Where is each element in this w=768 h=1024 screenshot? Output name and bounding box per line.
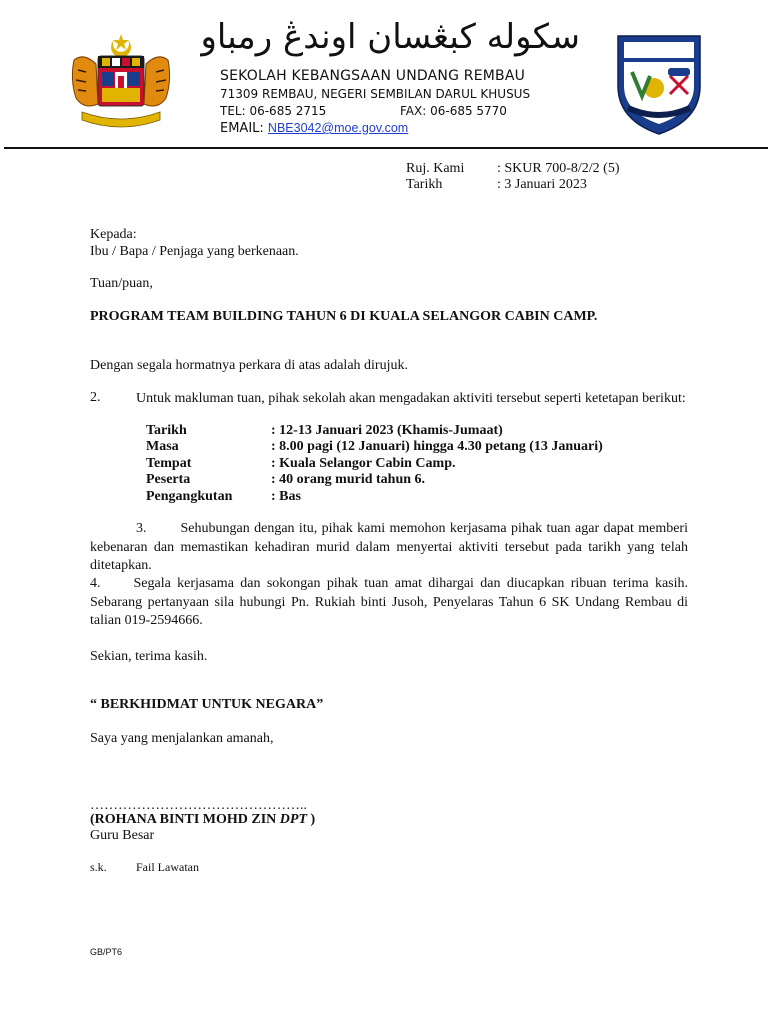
p4-paragraph [90, 575, 688, 631]
detail-label: Masa [146, 439, 179, 454]
signer-close: ) [307, 812, 316, 827]
p3-text: Sehubungan dengan itu, pihak kami memohon kerjasama pihak tuan agar dapat memberi kebenaran dan memastikan kehadiran murid dalam menyertai aktiviti tersebut pada tarikh yang telah ditetapkan. [90, 521, 688, 573]
p3-paragraph [90, 520, 688, 576]
sk-value: Fail Lawatan [136, 860, 199, 874]
p4-text: Segala kerjasama dan sokongan pihak tuan amat dihargai dan diucapkan ribuan terima kasih. Sebarang pertanyaan sila hubungi Pn. Rukiah binti Jusoh, Penyelaras Tahun 6 SK Undang Rembau di talian 019-2594666. [90, 576, 688, 628]
signer-name-text: (ROHANA BINTI MOHD ZIN [90, 812, 280, 827]
signer-role: Guru Besar [90, 828, 155, 843]
recipient: Ibu / Bapa / Penjaga yang berkenaan. [90, 244, 299, 259]
subject: PROGRAM TEAM BUILDING TAHUN 6 DI KUALA SELANGOR CABIN CAMP. [90, 309, 598, 324]
detail-value: : 8.00 pagi (12 Januari) hingga 4.30 petang (13 Januari) [271, 439, 603, 454]
coat-of-arms-icon [62, 30, 180, 130]
motto: “ BERKHIDMAT UNTUK NEGARA” [90, 697, 324, 712]
school-tel: TEL: 06-685 2715 [220, 104, 327, 118]
detail-value: : 12-13 Januari 2023 (Khamis-Jumaat) [271, 423, 503, 438]
footer-code: GB/PT6 [90, 947, 123, 957]
detail-value: : Bas [271, 489, 301, 504]
detail-label: Pengangkutan [146, 489, 233, 504]
closing: Sekian, terima kasih. [90, 649, 208, 664]
school-address: 71309 REMBAU, NEGERI SEMBILAN DARUL KHUSUS [220, 87, 531, 101]
detail-label: Tempat [146, 456, 192, 471]
email-label: EMAIL: [220, 121, 264, 136]
jawi-title-text: سکوله کبڠسان اوندڠ رمباو [200, 17, 580, 57]
intro-paragraph: Dengan segala hormatnya perkara di atas adalah dirujuk. [90, 358, 408, 373]
jawi-school-title [200, 10, 585, 62]
p3-number: 3. [136, 521, 147, 536]
school-name: SEKOLAH KEBANGSAAN UNDANG REMBAU [220, 68, 526, 84]
email-row [220, 121, 408, 136]
amanah: Saya yang menjalankan amanah, [90, 731, 274, 746]
email-link[interactable]: NBE3042@moe.gov.com [267, 121, 409, 135]
p2-text: Untuk makluman tuan, pihak sekolah akan mengadakan aktiviti tersebut seperti ketetapan berikut: [136, 391, 686, 406]
ruj-label: Ruj. Kami [406, 161, 465, 176]
detail-label: Peserta [146, 472, 191, 487]
tarikh-value: : 3 Januari 2023 [497, 177, 587, 192]
header-divider [4, 147, 768, 149]
p4-number: 4. [90, 576, 101, 591]
signer-title: DPT [279, 812, 308, 827]
ruj-value: : SKUR 700-8/2/2 (5) [497, 161, 620, 176]
school-fax: FAX: 06-685 5770 [400, 104, 507, 118]
sk-label: s.k. [90, 860, 107, 874]
detail-value: : Kuala Selangor Cabin Camp. [271, 456, 456, 471]
detail-value: : 40 orang murid tahun 6. [271, 472, 426, 487]
salutation: Tuan/puan, [90, 276, 153, 291]
detail-label: Tarikh [146, 423, 187, 438]
p2-number: 2. [90, 390, 101, 405]
school-crest-icon [614, 32, 704, 136]
tarikh-label: Tarikh [406, 177, 443, 192]
signature-line: ……………………………………….. [90, 798, 307, 813]
kepada: Kepada: [90, 227, 137, 242]
